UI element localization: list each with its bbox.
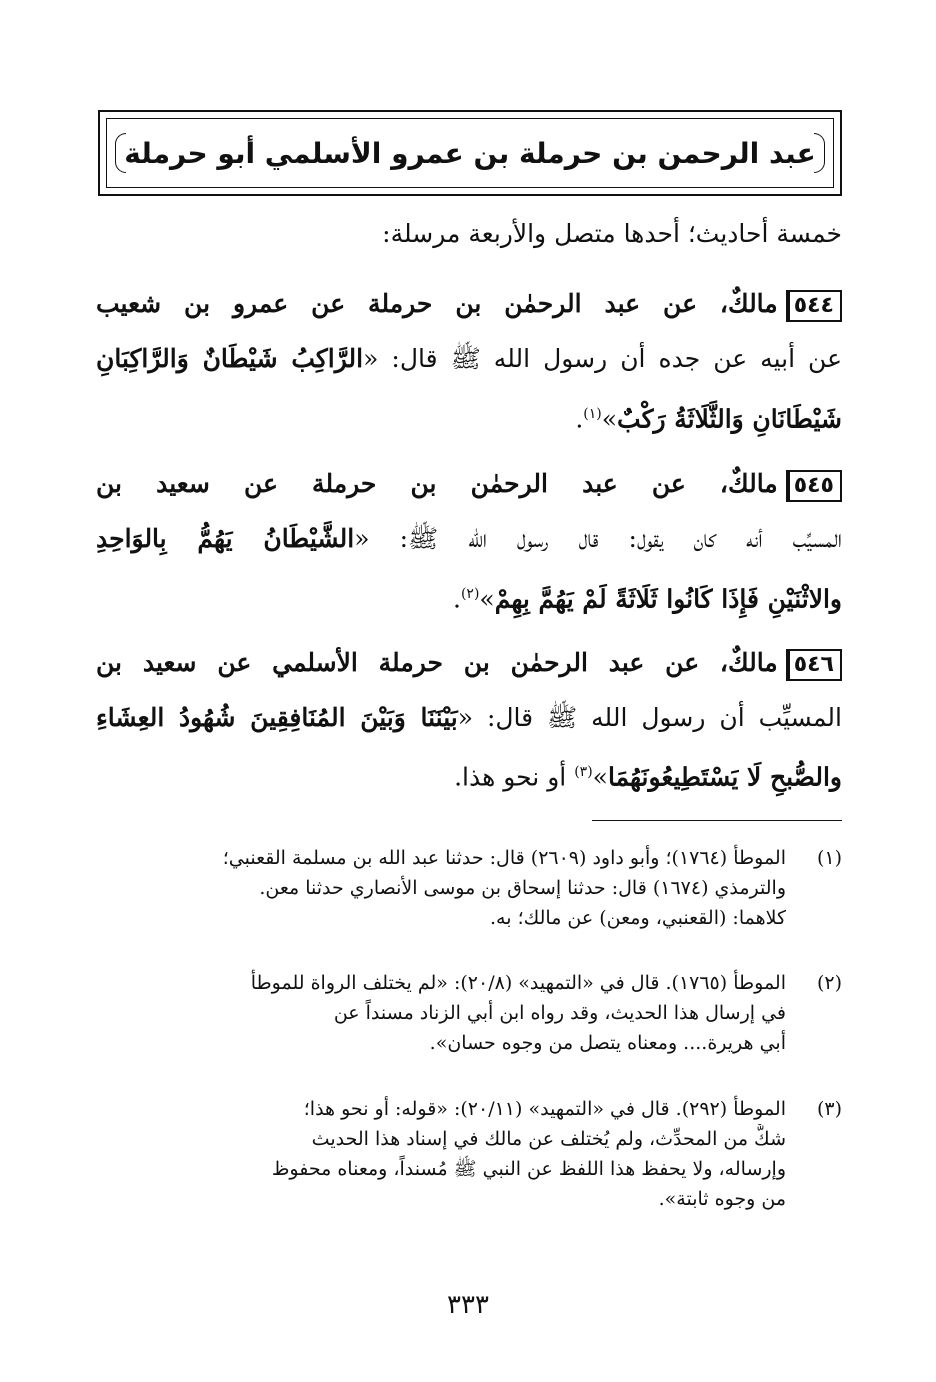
footnote-ref: (٣) — [574, 764, 593, 780]
quote-close: » — [601, 404, 618, 434]
footnote-line: شكٌّ من المحدِّث، ولم يُختلف عن مالك في إسناد هذا الحديث — [311, 1128, 786, 1150]
footnote-1 — [96, 843, 842, 933]
hadith-text: المسيِّب أن رسول الله ﷺ قال: « — [457, 703, 842, 732]
footnote-line: الموطأ (١٧٦٥). قال في «التمهيد» (٢٠/٨): «لم يختلف الرواة للموطأ — [250, 972, 786, 994]
hadith-number-badge: ٥٤٥ — [786, 470, 842, 502]
footnote-number: (١) — [816, 847, 842, 869]
footnote-line: والترمذي (١٦٧٤) قال: حدثنا إسحاق بن موسى الأنصاري حدثنا معن. — [259, 877, 786, 899]
footnote-3 — [96, 1094, 842, 1214]
footnote-line: الموطأ (٢٩٢). قال في «التمهيد» (٢٠/١١): «قوله: أو نحو هذا؛ — [303, 1098, 786, 1120]
hadith-matn: والاثْنَيْنِ فَإِذَا كَانُوا ثَلَاثَةً لَمْ يَهُمَّ بِهِمْ — [494, 584, 842, 614]
quote-close: » — [479, 584, 495, 614]
footnote-2 — [96, 968, 842, 1058]
hadith-text: مالكٌ، عن عبد الرحمٰن بن حرملة عن عمرو بن شعيب — [96, 289, 778, 318]
footnote-line: وإرساله، ولا يحفظ هذا اللفظ عن النبي ﷺ مُسنداً، ومعناه محفوظ — [271, 1158, 786, 1180]
footnote-line: من وجوه ثابتة». — [658, 1188, 786, 1210]
hadith-544-line-1 — [96, 284, 842, 324]
footnote-line: الموطأ (١٧٦٤)؛ وأبو داود (٢٦٠٩) قال: حدثنا عبد الله بن مسلمة القعنبي؛ — [222, 847, 786, 869]
hadith-text: عن أبيه عن جده أن رسول الله ﷺ قال: « — [363, 344, 842, 373]
hadith-matn: الشَّيْطَانُ يَهُمُّ بِالوَاحِدِ — [96, 524, 355, 553]
hadith-544-line-3 — [96, 394, 842, 439]
hadith-text: مالكٌ، عن عبد الرحمٰن بن حرملة الأسلمي عن سعيد بن — [96, 648, 778, 677]
title-ornament-right — [814, 133, 825, 173]
hadith-text: مالكٌ، عن عبد الرحمٰن بن حرملة عن سعيد بن — [96, 469, 778, 498]
quote-close: » — [592, 762, 608, 792]
hadith-text: المسيِّب أنه كان يقول: قال رسول الله ﷺ: « — [354, 524, 842, 553]
hadith-546-line-2 — [96, 698, 842, 738]
hadith-number-badge: ٥٤٤ — [786, 290, 842, 322]
line-end: . — [575, 404, 584, 434]
footnote-line: كلاهما: (القعنبي، ومعن) عن مالك؛ به. — [490, 907, 786, 929]
hadith-matn: شَيْطَانَانِ وَالثَّلَاثَةُ رَكْبٌ — [617, 404, 842, 434]
hadith-number-badge: ٥٤٦ — [786, 649, 842, 681]
hadith-matn: بَيْنَنَا وَبَيْنَ المُنَافِقِينَ شُهُودُ العِشَاءِ — [96, 703, 458, 732]
hadith-544-line-2 — [96, 339, 842, 379]
hadith-545-line-2 — [96, 519, 842, 559]
footnote-separator — [592, 820, 842, 821]
footnote-number: (٣) — [816, 1098, 842, 1120]
hadith-546-line-3 — [96, 752, 842, 797]
hadith-545-line-1 — [96, 464, 842, 504]
title-ornament-left — [115, 133, 126, 173]
title-frame — [98, 110, 842, 196]
line-end: أو نحو هذا. — [454, 762, 575, 792]
footnote-number: (٢) — [816, 972, 842, 994]
intro-line: خمسة أحاديث؛ أحدها متصل والأربعة مرسلة: — [382, 219, 842, 248]
hadith-matn: والصُّبحِ لَا يَسْتَطِيعُونَهُمَا — [607, 762, 842, 792]
line-end: . — [452, 584, 461, 614]
footnote-ref: (٢) — [460, 586, 480, 602]
footnote-line: في إرسال هذا الحديث، وقد رواه ابن أبي الزناد مسنداً عن — [333, 1002, 786, 1024]
title-inner-border — [106, 118, 834, 188]
chapter-title: عبد الرحمن بن حرملة بن عمرو الأسلمي أبو حرملة — [124, 136, 816, 170]
footnote-ref: (١) — [583, 406, 602, 422]
footnote-line: أبي هريرة.... ومعناه يتصل من وجوه حسان». — [429, 1032, 786, 1054]
hadith-546-line-1 — [96, 643, 842, 683]
page-number: ٣٣٣ — [447, 1290, 489, 1320]
hadith-matn: الرَّاكِبُ شَيْطَانٌ وَالرَّاكِبَانِ — [96, 344, 364, 373]
hadith-545-line-3 — [96, 574, 842, 619]
